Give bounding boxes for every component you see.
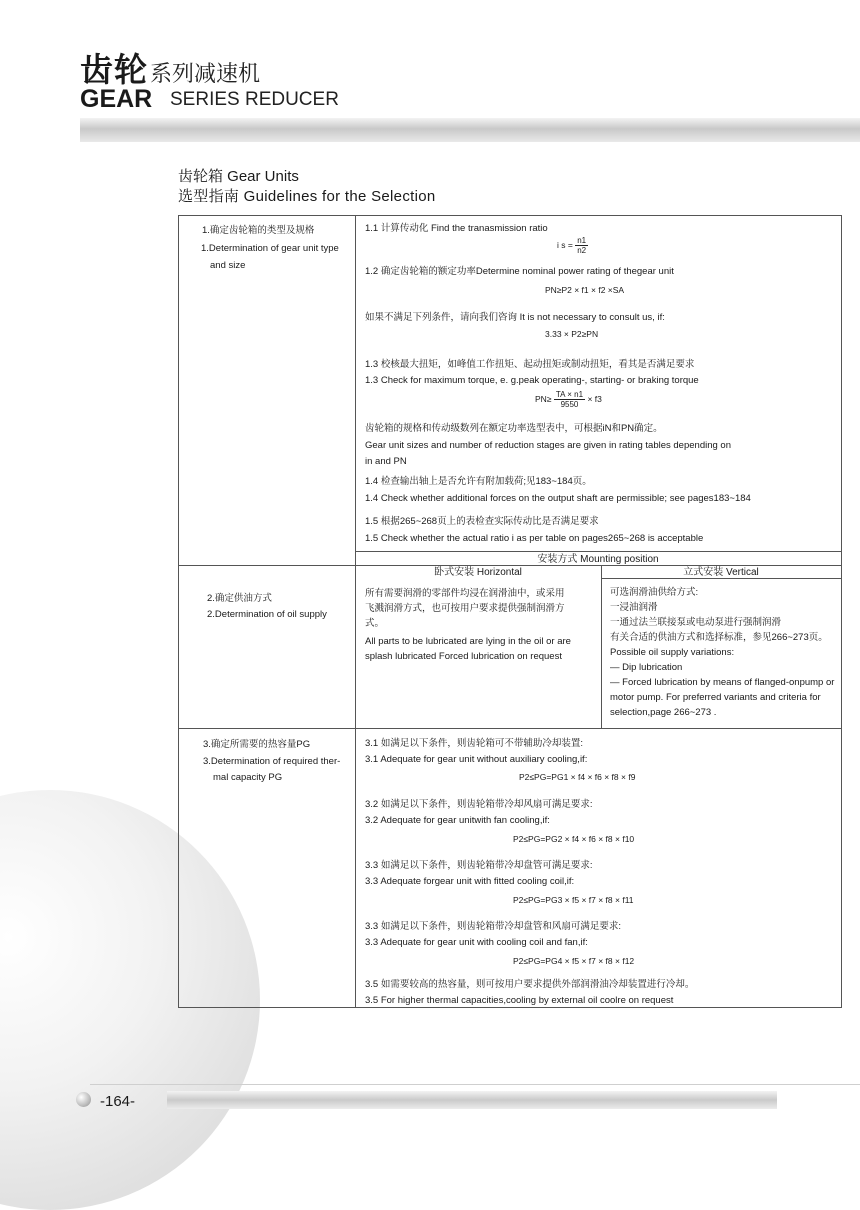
header-subtitle-en: SERIES REDUCER: [170, 89, 339, 110]
vertical-text: — Dip lubrication: [610, 662, 683, 673]
formula-3-1: P2≤PG=PG1 × f4 × f6 × f8 × f9: [519, 772, 636, 782]
footer-line: [90, 1084, 860, 1085]
vertical-text: 一通过法兰联接泵或电动泵进行强制润滑: [610, 617, 782, 628]
row1-label-en-cont: and size: [210, 260, 246, 271]
formula-nominal-power: PN≥P2 × f1 × f2 ×SA: [545, 285, 625, 295]
step-1-5-cn: 1.5 根据265~268页上的表检查实际传动比是否满足要求: [365, 516, 599, 527]
section-title: 齿轮箱 Gear Units: [178, 168, 299, 185]
vertical-text: Possible oil supply variations:: [610, 647, 735, 658]
section-subtitle: 选型指南 Guidelines for the Selection: [178, 188, 436, 205]
row1-label-en: 1.Determination of gear unit type: [201, 243, 339, 254]
formula-torque: PN≥ $\frac{TA \times n1}{9550}$ × f3: [535, 390, 602, 409]
horizontal-text-cn: 所有需要润滑的零部件均浸在润滑油中，或采用: [365, 588, 565, 599]
step-3-1-en: 3.1 Adequate for gear unit without auxiliary cooling,if:: [365, 754, 588, 765]
selection-table: [178, 215, 842, 1008]
rating-note-en: Gear unit sizes and number of reduction stages are given in rating tables depending on: [365, 440, 731, 451]
vertical-heading: 立式安装 Vertical: [683, 567, 759, 578]
horizontal-text-en: All parts to be lubricated are lying in the oil or are: [365, 636, 571, 647]
row1-label-cn: 1.确定齿轮箱的类型及规格: [202, 225, 315, 236]
footer-bullet: [76, 1092, 91, 1107]
mounting-position-heading: 安装方式 Mounting position: [537, 554, 659, 565]
row3-label-en-cont: mal capacity PG: [213, 772, 283, 783]
row3-label-en: 3.Determination of required ther-: [203, 756, 341, 767]
formula-3-3b: P2≤PG=PG4 × f5 × f7 × f8 × f12: [513, 956, 635, 966]
horizontal-text-cn: 式。: [365, 618, 385, 629]
step-3-5-cn: 3.5 如需要较高的热容量，则可按用户要求提供外部润滑油冷却装置进行冷却。: [365, 979, 695, 990]
step-1-1: 1.1 计算传动化 Find the tranasmission ratio: [365, 223, 548, 234]
header-band: [80, 118, 860, 142]
formula-condition: 3.33 × P2≥PN: [545, 329, 599, 339]
step-3-2-cn: 3.2 如满足以下条件，则齿轮箱带冷却风扇可满足要求:: [365, 799, 593, 810]
horizontal-text-en: splash lubricated Forced lubrication on request: [365, 651, 562, 662]
row-divider: [355, 551, 841, 552]
vertical-text: 可选润滑油供给方式:: [610, 587, 699, 598]
rating-note-en-cont: in and PN: [365, 456, 407, 467]
row3-label-cn: 3.确定所需要的热容量PG: [203, 739, 311, 750]
step-3-3b-en: 3.3 Adequate for gear unit with cooling coil and fan,if:: [365, 937, 588, 948]
step-1-5-en: 1.5 Check whether the actual ratio i as per table on pages265~268 is acceptable: [365, 533, 704, 544]
step-1-4-cn: 1.4 检查输出轴上是否允许有附加载荷;见183~184页。: [365, 476, 592, 487]
horizontal-heading: 卧式安装 Horizontal: [434, 567, 522, 578]
step-1-4-en: 1.4 Check whether additional forces on the output shaft are permissible; see pages183~184: [365, 493, 751, 504]
step-3-3a-en: 3.3 Adequate forgear unit with fitted cooling coil,if:: [365, 876, 575, 887]
step-3-3a-cn: 3.3 如满足以下条件，则齿轮箱带冷却盘管可满足要求:: [365, 860, 593, 871]
vertical-text: motor pump. For preferred variants and criteria for: [610, 692, 821, 703]
table-divider-vertical: [355, 216, 356, 1007]
step-1-3-en: 1.3 Check for maximum torque, e. g.peak operating-, starting- or braking torque: [365, 375, 699, 386]
step-1-3-cn: 1.3 校核最大扭矩，如峰值工作扭矩、起动扭矩或制动扭矩，看其是否满足要求: [365, 359, 695, 370]
column-divider: [601, 565, 602, 728]
step-3-5-en: 3.5 For higher thermal capacities,cooling by external oil coolre on request: [365, 995, 674, 1006]
rating-note-cn: 齿轮箱的规格和传动级数列在额定功率选型表中，可根据iN和PN确定。: [365, 423, 663, 434]
header-subtitle-cn: 系列减速机: [150, 61, 261, 86]
footer-band: [167, 1091, 777, 1109]
page-number: -164-: [100, 1093, 136, 1110]
step-1-2: 1.2 确定齿轮箱的额定功率Determine nominal power rating of thegear unit: [365, 266, 674, 277]
row2-label-en: 2.Determination of oil supply: [207, 609, 327, 620]
vertical-text: 有关合适的供油方式和选择标准，参见266~273页。: [610, 632, 828, 643]
step-3-1-cn: 3.1 如满足以下条件，则齿轮箱可不带辅助冷却装置:: [365, 738, 583, 749]
vertical-text: 一浸油润滑: [610, 602, 658, 613]
header-title-cn: 齿轮: [80, 51, 148, 88]
consult-condition: 如果不满足下列条件，请向我们咨询 It is not necessary to consult us, if:: [365, 312, 665, 323]
vertical-text: — Forced lubrication by means of flanged-onpump or: [610, 677, 835, 688]
horizontal-text-cn: 飞溅润滑方式，也可按用户要求提供强制润滑方: [365, 603, 565, 614]
header-title-en: GEAR: [80, 85, 153, 113]
formula-ratio: i s = $\frac{n1}{n2}$: [557, 236, 587, 255]
formula-3-2: P2≤PG=PG2 × f4 × f6 × f8 × f10: [513, 834, 635, 844]
formula-3-3a: P2≤PG=PG3 × f5 × f7 × f8 × f11: [513, 895, 634, 905]
row-divider: [179, 728, 841, 729]
vertical-text: selection,page 266~273 .: [610, 707, 717, 718]
step-3-3b-cn: 3.3 如满足以下条件，则齿轮箱带冷却盘管和风扇可满足要求:: [365, 921, 621, 932]
row2-label-cn: 2.确定供油方式: [207, 593, 272, 604]
step-3-2-en: 3.2 Adequate for gear unitwith fan cooling,if:: [365, 815, 550, 826]
